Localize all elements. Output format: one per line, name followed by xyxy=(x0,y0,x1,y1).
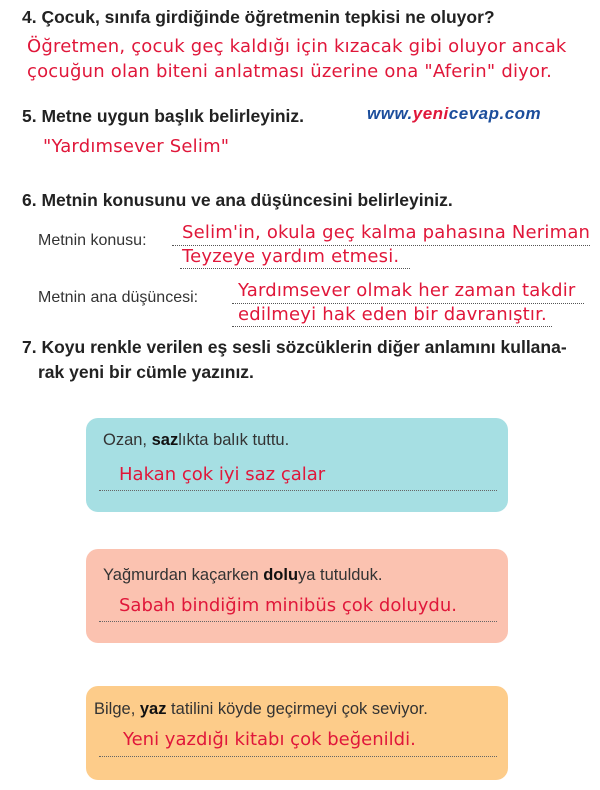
brand-highlight: yeni xyxy=(412,104,449,123)
topic-dotted-line-2 xyxy=(180,268,410,269)
idea-answer-line-1: Yardımsever olmak her zaman takdir xyxy=(238,280,576,301)
card-3-dotted-line xyxy=(99,756,497,757)
homonym-card-2 xyxy=(86,549,508,643)
question-4: 4. Çocuk, sınıfa girdiğinde öğretmenin tepkisi ne oluyor? xyxy=(22,7,495,27)
brand-suffix: cevap.com xyxy=(448,104,542,123)
brand-prefix: www. xyxy=(367,104,413,123)
card-1-sentence xyxy=(103,431,289,450)
card-3-pre: Bilge, xyxy=(94,700,140,718)
card-2-dotted-line xyxy=(99,621,497,622)
card-1-dotted-line xyxy=(99,490,497,491)
card-2-answer: Sabah bindiğim minibüs çok doluydu. xyxy=(119,595,457,616)
card-2-post: ya tutulduk. xyxy=(298,566,383,584)
card-1-post: lıkta balık tuttu. xyxy=(178,431,290,449)
question-6: 6. Metnin konusunu ve ana düşüncesini belirleyiniz. xyxy=(22,190,453,210)
answer-5: "Yardımsever Selim" xyxy=(43,136,230,157)
idea-dotted-line-2 xyxy=(232,326,552,327)
card-3-post: tatilini köyde geçirmeyi çok seviyor. xyxy=(166,700,428,718)
idea-answer-line-2: edilmeyi hak eden bir davranıştır. xyxy=(238,304,547,325)
card-2-pre: Yağmurdan kaçarken xyxy=(103,566,264,584)
topic-answer-line-1: Selim'in, okula geç kalma pahasına Neriman xyxy=(182,222,591,243)
card-2-bold-word: dolu xyxy=(263,566,299,584)
question-7-line-2: rak yeni bir cümle yazınız. xyxy=(38,362,254,382)
card-1-bold-word: saz xyxy=(151,431,179,449)
card-3-bold-word: yaz xyxy=(139,700,167,718)
homonym-card-1 xyxy=(86,418,508,512)
card-1-answer: Hakan çok iyi saz çalar xyxy=(119,464,326,485)
answer-4-line-2: çocuğun olan biteni anlatması üzerine ona "Aferin" diyor. xyxy=(27,61,553,82)
main-idea-label: Metnin ana düşüncesi: xyxy=(38,289,199,306)
topic-label: Metnin konusu: xyxy=(38,232,147,249)
card-3-answer: Yeni yazdığı kitabı çok beğenildi. xyxy=(123,729,416,750)
card-1-pre: Ozan, xyxy=(103,431,152,449)
card-2-sentence xyxy=(103,566,382,585)
question-7-line-1: 7. Koyu renkle verilen eş sesli sözcüklerin diğer anlamını kullana- xyxy=(22,337,567,357)
watermark-brand xyxy=(367,104,541,124)
homonym-card-3 xyxy=(86,686,508,780)
topic-answer-line-2: Teyzeye yardım etmesi. xyxy=(182,246,400,267)
answer-4-line-1: Öğretmen, çocuk geç kaldığı için kızacak gibi oluyor ancak xyxy=(27,36,567,57)
question-5: 5. Metne uygun başlık belirleyiniz. xyxy=(22,106,305,126)
card-3-sentence xyxy=(94,700,428,719)
